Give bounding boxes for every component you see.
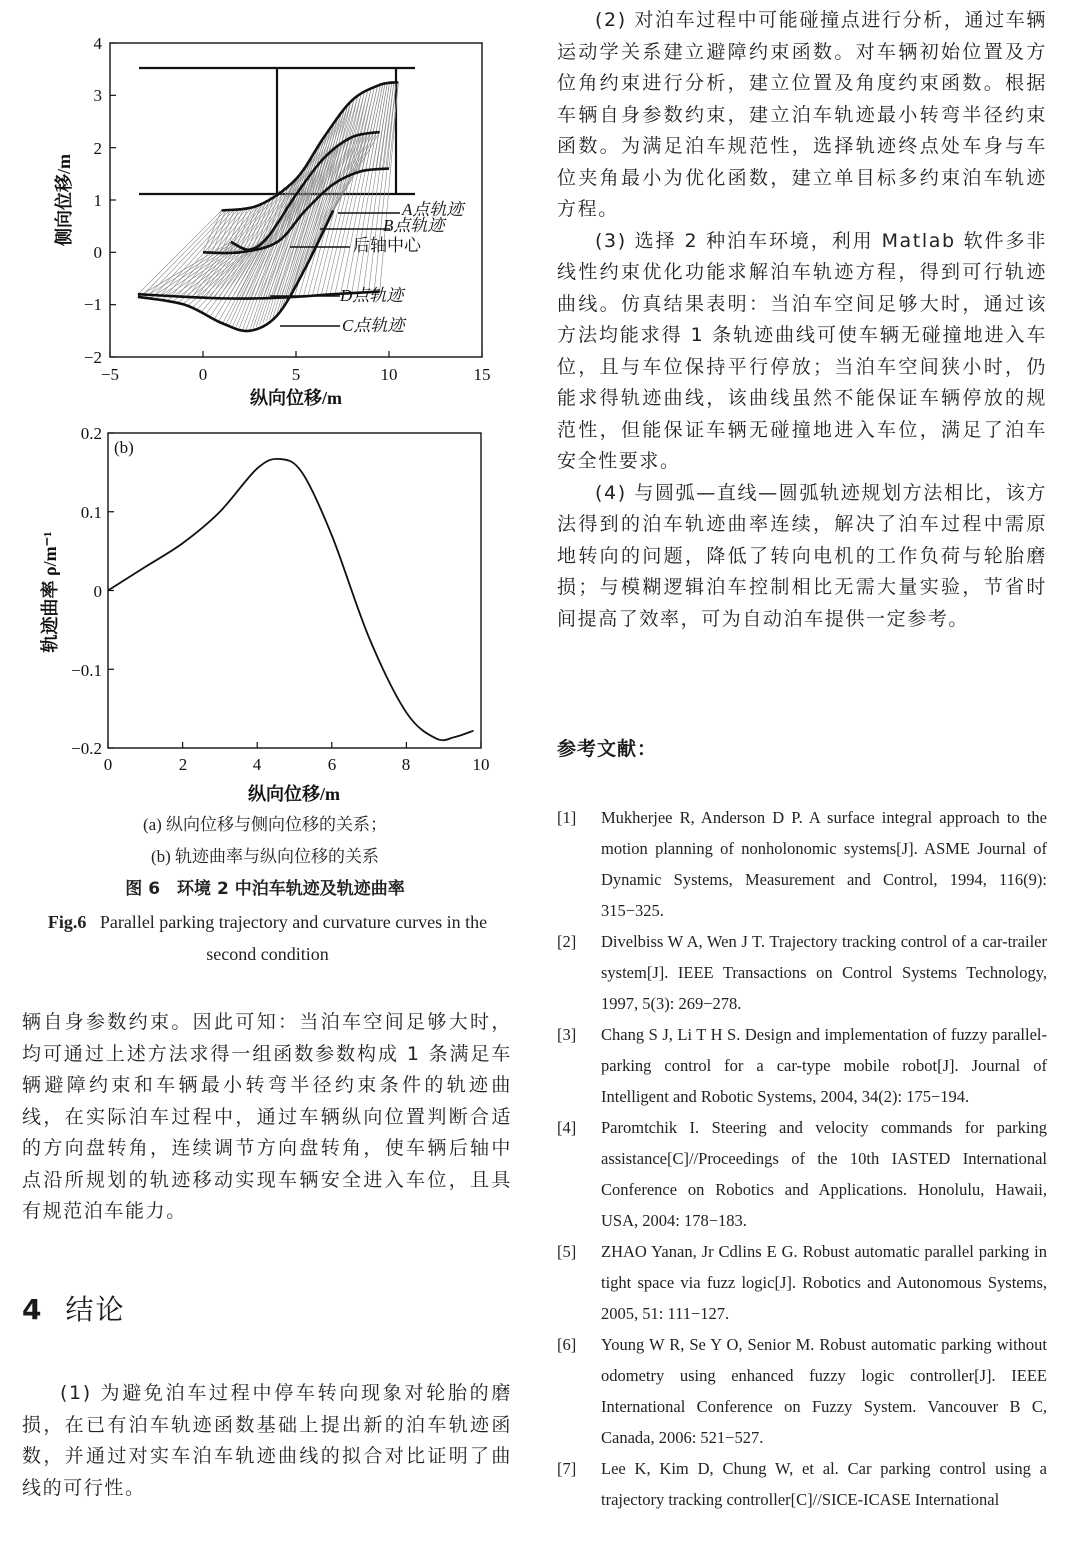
annotation-D: D点轨迹 xyxy=(340,286,404,305)
conclusion-item-2: (2) 对泊车过程中可能碰撞点进行分析，通过车辆运动学关系建立避障约束函数。对车辆初始位置及方位角约束进行分析，建立位置及角度约束函数。根据车辆自身参数约束，建立泊车轨迹最小转弯半径约束函数。为满足泊车规范性，选择轨迹终点处车身与车位夹角最小为优化函数，建立单目标多约束泊车轨迹方程。 xyxy=(557,9,1047,220)
chart-b-ytick: 0.1 xyxy=(80,503,102,522)
annotation-B: B点轨迹 xyxy=(383,216,445,235)
hatch-line xyxy=(369,83,394,292)
conclusion-item-3: (3) 选择 2 种泊车环境，利用 Matlab 软件多非线性约束优化功能求解泊车轨迹方程，得到可行轨迹曲线。仿真结果表明：当泊车空间足够大时，通过该方法均能求得 1 条轨迹曲线可使车辆无碰撞地进入车位，且与车位保持平行停放；当泊车空间狭小时，仍能求得轨迹曲线，该曲线虽然不能保证车辆停放的规范性，但能保证车辆无碰撞地进入车位，满足了泊车安全性要求。 xyxy=(557,229,1047,472)
chart-a-ytick: 0 xyxy=(93,243,102,262)
figure-caption-cn: 图 6 环境 2 中泊车轨迹及轨迹曲率 xyxy=(125,879,405,899)
chart-a-xtick: 5 xyxy=(291,365,301,384)
annotation-A: A点轨迹 xyxy=(402,200,464,219)
chart-b-ytick: 0 xyxy=(93,582,102,601)
chart-b-xtick: 6 xyxy=(327,755,337,774)
reference-item: [7] Lee K, Kim D, Chung W, et al. Car parking control using a trajectory tracking controller[C]//SICE-ICASE International xyxy=(557,1459,1047,1509)
section-title: 结论 xyxy=(65,1293,126,1326)
figure-caption-en-label: Fig.6 xyxy=(47,912,87,932)
hatch-line xyxy=(160,208,239,296)
chart-b-xtick: 8 xyxy=(401,755,411,774)
reference-item: [5] ZHAO Yanan, Jr Cdlins E G. Robust automatic parallel parking in tight space via fuzz logic[J]. Robotics and Autonomous Systems, 2005, 51: 111−127. xyxy=(557,1242,1047,1323)
hatch-line xyxy=(356,88,375,174)
reference-item: [3] Chang S J, Li T H S. Design and implementation of fuzzy parallel-parking control for a car-type mobile robot[J]. Journal of Intelligent and Robotic Systems, 2004, 34(2): 175−194. xyxy=(557,1025,1047,1106)
chart-a-ytick: −2 xyxy=(83,348,102,367)
chart-b-ytick: −0.2 xyxy=(71,739,102,758)
references-heading: 参考文献： xyxy=(557,738,658,760)
conclusion-item-4: (4) 与圆弧—直线—圆弧轨迹规划方法相比，该方法得到的泊车轨迹曲率连续，解决了泊车过程中需原地转向的问题，降低了转向电机的工作负荷与轮胎磨损；与模糊逻辑泊车控制相比无需大量实验，节省时间提高了效率，可为自动泊车提供一定参考。 xyxy=(557,481,1047,630)
chart-a-xtick: 0 xyxy=(198,365,208,384)
chart-a-ytick: 2 xyxy=(93,139,102,158)
caption-a: (a) 纵向位移与侧向位移的关系； xyxy=(142,815,388,834)
chart-b-xtick: 10 xyxy=(472,755,490,774)
chart-b xyxy=(20,420,520,810)
references-list xyxy=(557,802,1047,1515)
chart-a-ytick: 4 xyxy=(93,34,102,53)
chart-a-ytick: 1 xyxy=(93,191,102,210)
figure-caption-en-text: Parallel parking trajectory and curvature curves in the second condition xyxy=(99,912,488,964)
reference-item: [2] Divelbiss W A, Wen J T. Trajectory tracking control of a car-trailer system[J]. IEEE Transactions on Control Systems Technology, 1997, 5(3): 269−278. xyxy=(557,932,1047,1013)
chart-b-ylabel: 轨迹曲率 ρ/m⁻¹ xyxy=(40,531,60,653)
left-paragraph-conclusion-1 xyxy=(22,1378,512,1504)
reference-item: [1] Mukherjee R, Anderson D P. A surface integral approach to the motion planning of nonholonomic systems[J]. ASME Journal of Dynamic Systems, Measurement and Control, 1994, 116(9): 315−325. xyxy=(557,808,1047,920)
hatch-line xyxy=(229,225,275,325)
chart-a-xtick: 15 xyxy=(473,365,491,384)
chart-a-ylabel: 侧向位移/m xyxy=(54,154,74,246)
chart-a-xlabel: 纵向位移/m xyxy=(250,388,342,408)
chart-b-panel-label: (b) xyxy=(114,438,134,457)
chart-a xyxy=(20,18,520,418)
conclusion-item-1: (1) 为避免泊车过程中停车转向现象对轮胎的磨损，在已有泊车轨迹函数基础上提出新的泊车轨迹函数，并通过对实车泊车轨迹曲线的拟合对比证明了曲线的可行性。 xyxy=(22,1382,512,1499)
reference-item: [4] Paromtchik I. Steering and velocity commands for parking assistance[C]//Proceedings of the 10th IASTED International Conference on Robotics and Applications. Honolulu, Hawaii, USA, 2004: 178−183. xyxy=(557,1118,1047,1230)
chart-a-svg xyxy=(20,18,520,418)
chart-b-ytick: −0.1 xyxy=(71,661,102,680)
chart-b-xlabel: 纵向位移/m xyxy=(248,784,340,804)
body-paragraph: 辆自身参数约束。因此可知：当泊车空间足够大时，均可通过上述方法求得一组函数参数构成 1 条满足车辆避障约束和车辆最小转弯半径约束条件的轨迹曲线，在实际泊车过程中，通过车辆纵向位置判断合适的方向盘转角，连续调节方向盘转角，使车辆后轴中点沿所规划的轨迹移动实现车辆安全进入车位，且具有规范泊车能力。 xyxy=(22,1011,512,1222)
right-paragraphs xyxy=(557,5,1047,635)
chart-b-xtick: 2 xyxy=(178,755,188,774)
chart-a-ytick: −1 xyxy=(83,295,102,314)
reference-item: [6] Young W R, Se Y O, Senior M. Robust automatic parking without odometry using enhanced fuzzy logic controller[J]. IEEE International Conference on Fuzzy System. Vancouver B C, Canada, 2006: 521−527. xyxy=(557,1335,1047,1447)
section-heading-conclusion xyxy=(22,1288,126,1328)
curvature-line xyxy=(108,459,474,740)
annotation-C: C点轨迹 xyxy=(342,316,405,335)
chart-a-xtick: −5 xyxy=(100,365,120,384)
chart-a-xtick: 10 xyxy=(380,365,398,384)
chart-b-frame xyxy=(108,433,481,748)
section-number: 4 xyxy=(22,1293,44,1326)
chart-b-xtick: 0 xyxy=(103,755,113,774)
left-paragraph-top xyxy=(22,1007,512,1228)
chart-b-svg xyxy=(20,420,520,810)
caption-b: (b) 轨迹曲率与纵向位移的关系 xyxy=(150,847,380,866)
figure-caption-en xyxy=(25,906,510,970)
chart-b-ytick: 0.2 xyxy=(80,424,102,443)
chart-a-ytick: 3 xyxy=(93,86,102,105)
annotation-rear-axle: 后轴中心 xyxy=(353,236,421,255)
chart-b-xtick: 4 xyxy=(252,755,262,774)
